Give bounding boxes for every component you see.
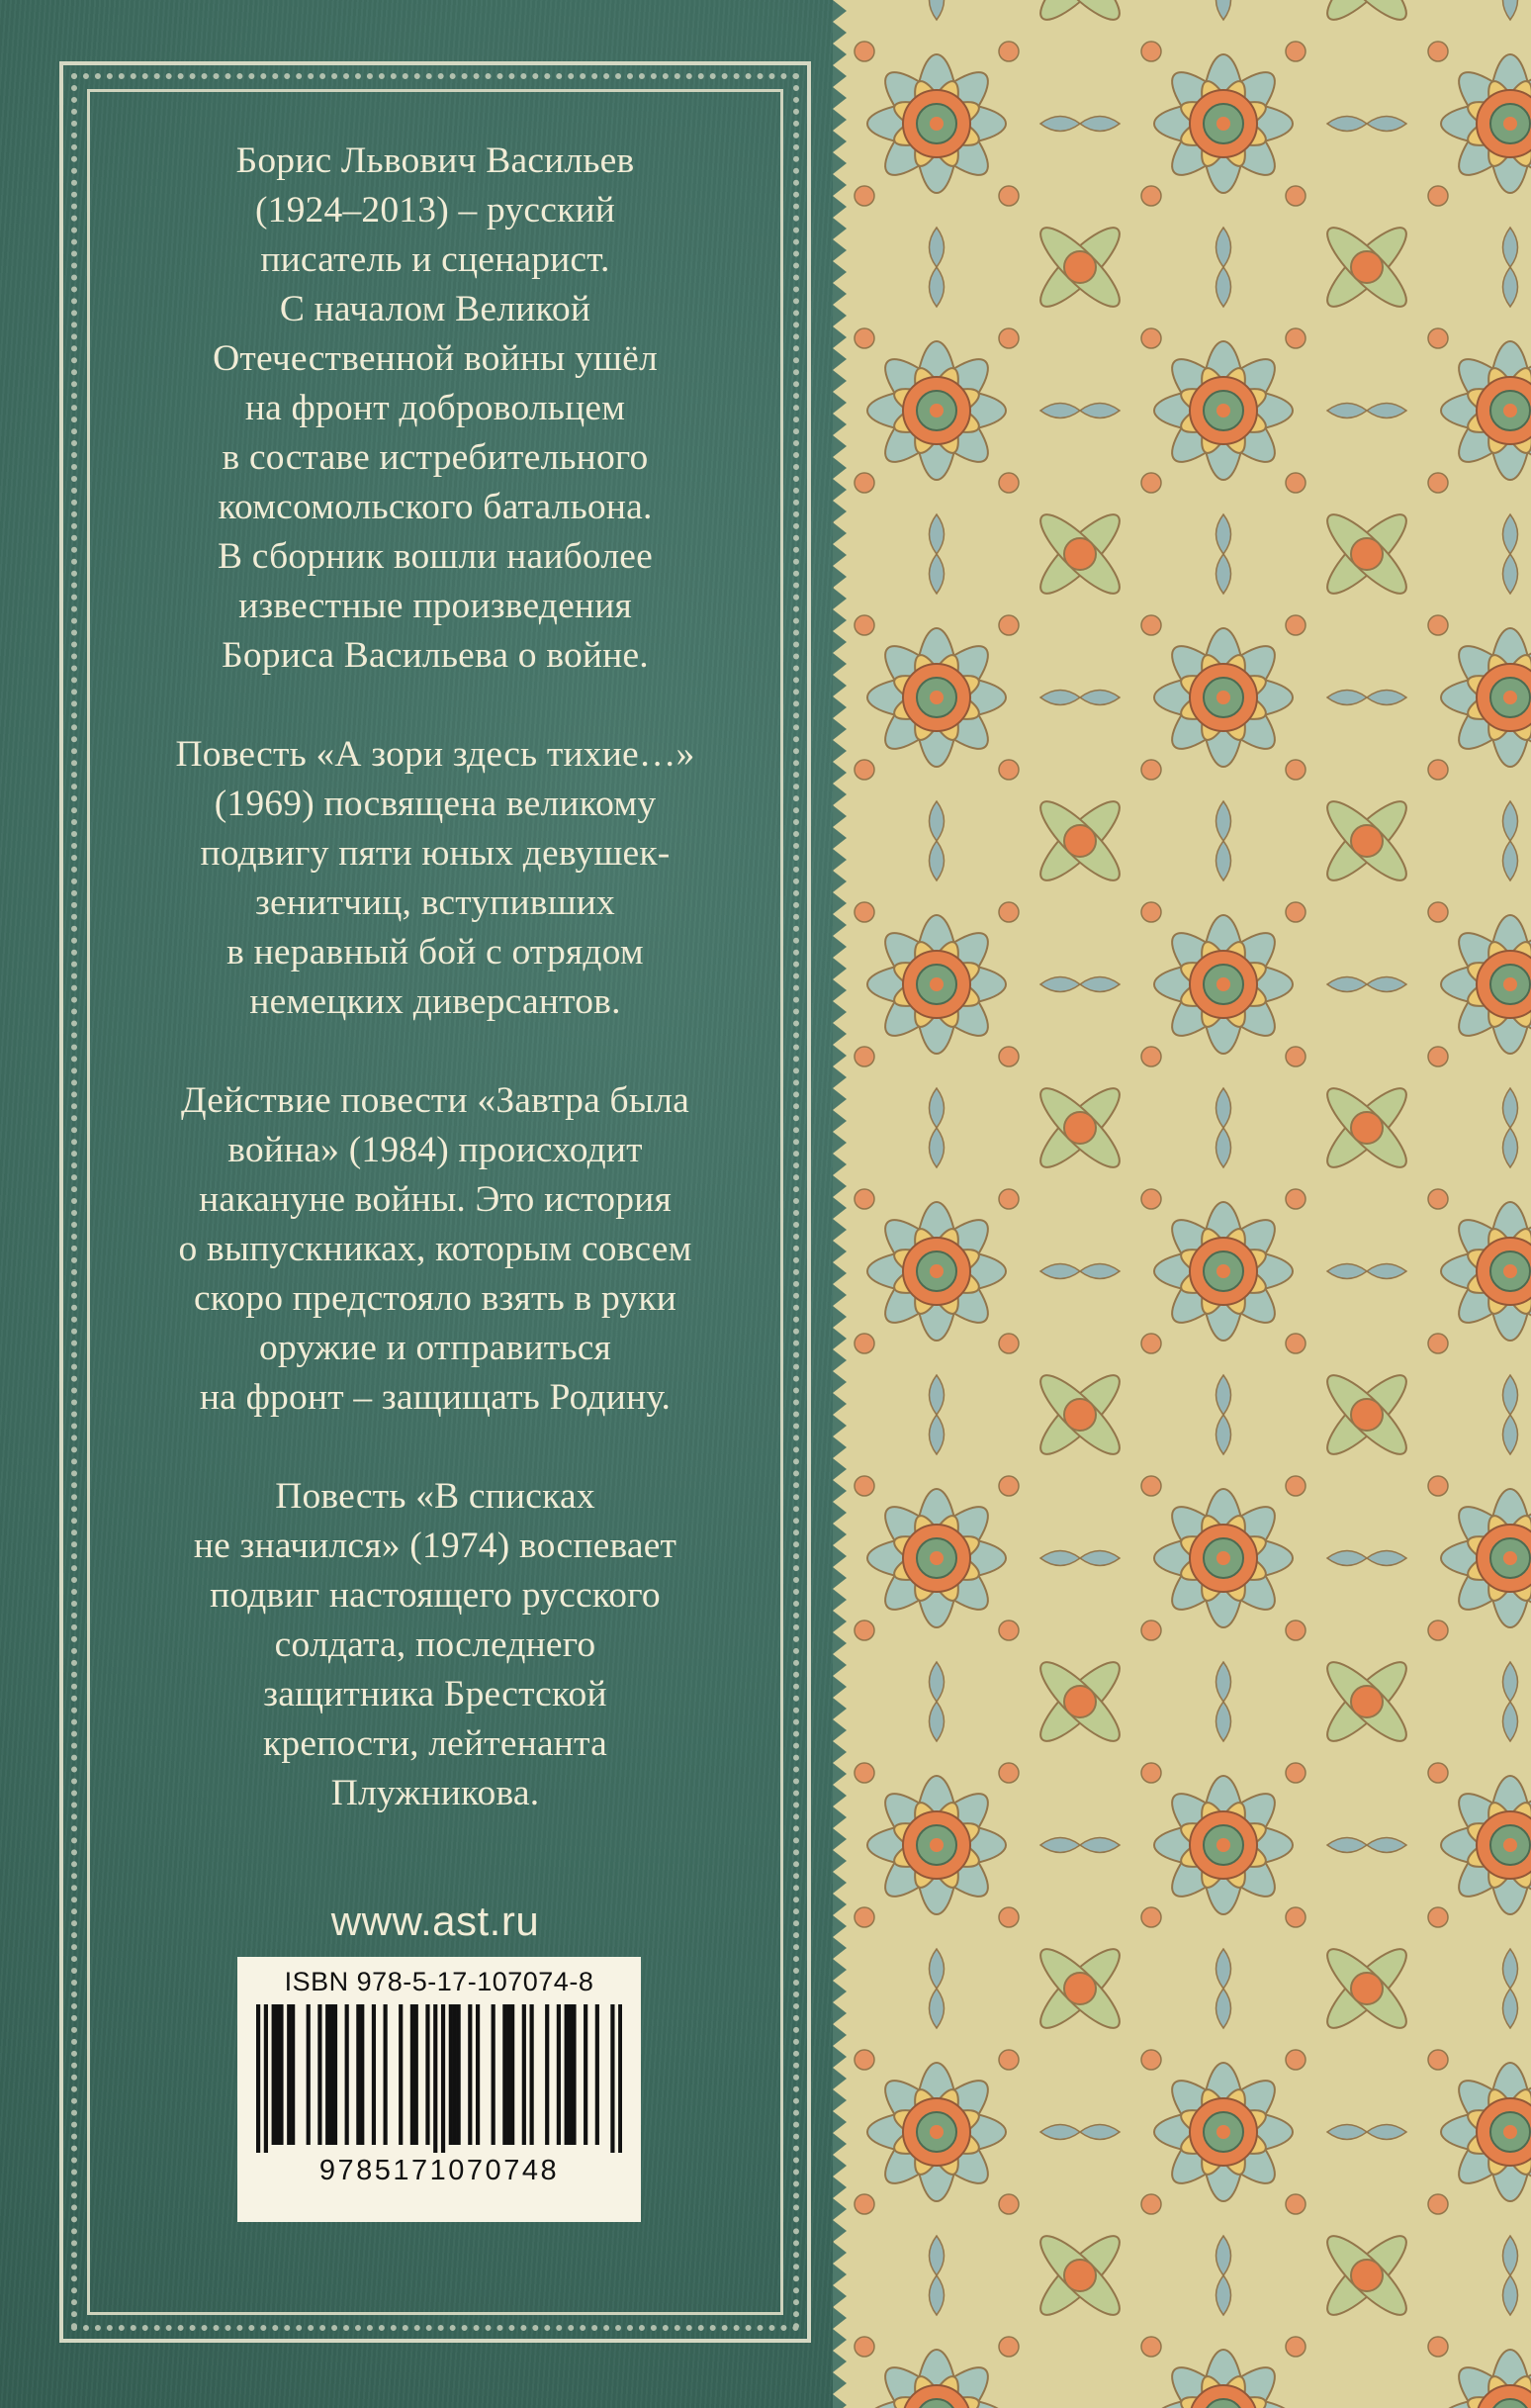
text-line: подвигу пяти юных девушек- — [200, 833, 671, 874]
annotation-text — [99, 137, 771, 1868]
barcode-bar — [584, 2004, 587, 2145]
text-line: скоро предстояло взять в руки — [193, 1278, 677, 1319]
text-line: Повесть «В списках — [275, 1476, 595, 1517]
barcode-bar — [272, 2004, 276, 2145]
text-line: Действие повести «Завтра была — [181, 1080, 689, 1121]
text-line: Плужникова. — [330, 1773, 540, 1813]
floral-mandala-pattern — [833, 0, 1531, 2408]
barcode-bar — [492, 2004, 495, 2145]
barcode-bar — [399, 2004, 403, 2145]
barcode-bar — [356, 2004, 360, 2145]
text-line: не значился» (1974) воспевает — [193, 1526, 677, 1566]
text-line: С началом Великой — [279, 289, 591, 329]
text-line: солдата, последнего — [274, 1624, 596, 1665]
barcode-digits: 9785171070748 — [318, 2155, 560, 2186]
barcode-bar — [476, 2004, 480, 2145]
barcode-bar — [345, 2004, 349, 2145]
barcode-bar — [287, 2004, 291, 2145]
barcode-bar — [506, 2004, 510, 2145]
text-line: Борис Львович Васильев — [235, 140, 635, 181]
text-line: комсомольского батальона. — [218, 487, 653, 527]
barcode-bar — [595, 2004, 599, 2145]
publisher-website: www.ast.ru — [330, 1898, 540, 1944]
text-line: (1969) посвящена великому — [214, 784, 657, 824]
text-line: известные произведения — [238, 586, 632, 626]
barcode-bar — [410, 2004, 414, 2145]
barcode-bar — [275, 2004, 279, 2145]
barcode-bar — [329, 2004, 333, 2145]
barcode-bar — [522, 2004, 526, 2145]
text-line: война» (1984) происходит — [227, 1130, 643, 1170]
barcode-bar — [372, 2004, 376, 2145]
barcode-bar — [468, 2004, 472, 2145]
text-line: писатель и сценарист. — [260, 239, 610, 280]
text-line: крепости, лейтенанта — [263, 1723, 607, 1764]
barcode-bar — [568, 2004, 572, 2145]
barcode-bar — [618, 2004, 622, 2153]
paragraph-zori — [99, 730, 771, 1027]
barcode-bar — [453, 2004, 457, 2145]
paragraph-author-bio — [99, 137, 771, 681]
barcode-bar — [557, 2004, 561, 2145]
barcode-bar — [333, 2004, 337, 2145]
isbn-label: ISBN 978-5-17-107074-8 — [284, 1967, 594, 1996]
barcode-bar — [510, 2004, 514, 2145]
text-line: В сборник вошли наиболее — [218, 536, 653, 577]
barcode-bar — [610, 2004, 614, 2153]
barcode-image — [256, 2004, 622, 2153]
barcode-bar — [425, 2004, 429, 2145]
barcode-bar — [307, 2004, 311, 2145]
barcode-bar — [457, 2004, 461, 2145]
barcode-bar — [325, 2004, 329, 2145]
ornamental-pattern-panel — [833, 0, 1531, 2408]
barcode-bar — [433, 2004, 437, 2153]
barcode-bar — [449, 2004, 453, 2145]
text-line: Отечественной войны ушёл — [213, 338, 658, 379]
barcode-bar — [360, 2004, 364, 2145]
text-line: на фронт – защищать Родину. — [199, 1377, 672, 1418]
barcode-bar — [264, 2004, 268, 2153]
barcode-bar — [441, 2004, 445, 2153]
text-line: в неравный бой с отрядом — [226, 932, 644, 972]
text-line: накануне войны. Это история — [199, 1179, 672, 1220]
paragraph-zavtra — [99, 1076, 771, 1423]
text-line: о выпускниках, которым совсем — [178, 1229, 692, 1269]
paragraph-v-spiskah — [99, 1472, 771, 1818]
barcode-bar — [384, 2004, 388, 2145]
barcode-bar — [530, 2004, 534, 2145]
barcode-bar — [545, 2004, 549, 2145]
text-line: подвиг настоящего русского — [210, 1575, 661, 1616]
barcode-bar — [279, 2004, 283, 2145]
text-line: на фронт добровольцем — [244, 388, 626, 428]
text-line: (1924–2013) – русский — [254, 190, 616, 231]
text-line: в составе истребительного — [222, 437, 649, 478]
barcode-bar — [572, 2004, 576, 2145]
barcode-bar — [291, 2004, 295, 2145]
isbn-barcode-block — [237, 1957, 641, 2222]
text-line: оружие и отправиться — [259, 1328, 611, 1368]
text-line: защитника Брестской — [263, 1674, 607, 1714]
barcode-bar — [317, 2004, 321, 2145]
text-line: немецких диверсантов. — [249, 981, 621, 1022]
text-line: Бориса Васильева о войне. — [222, 635, 649, 676]
text-line: Повесть «А зори здесь тихие…» — [175, 734, 695, 775]
barcode-bar — [502, 2004, 506, 2145]
barcode-bar — [565, 2004, 569, 2145]
barcode-bar — [256, 2004, 260, 2153]
barcode-bar — [414, 2004, 418, 2145]
text-line: зенитчиц, вступивших — [254, 882, 616, 923]
